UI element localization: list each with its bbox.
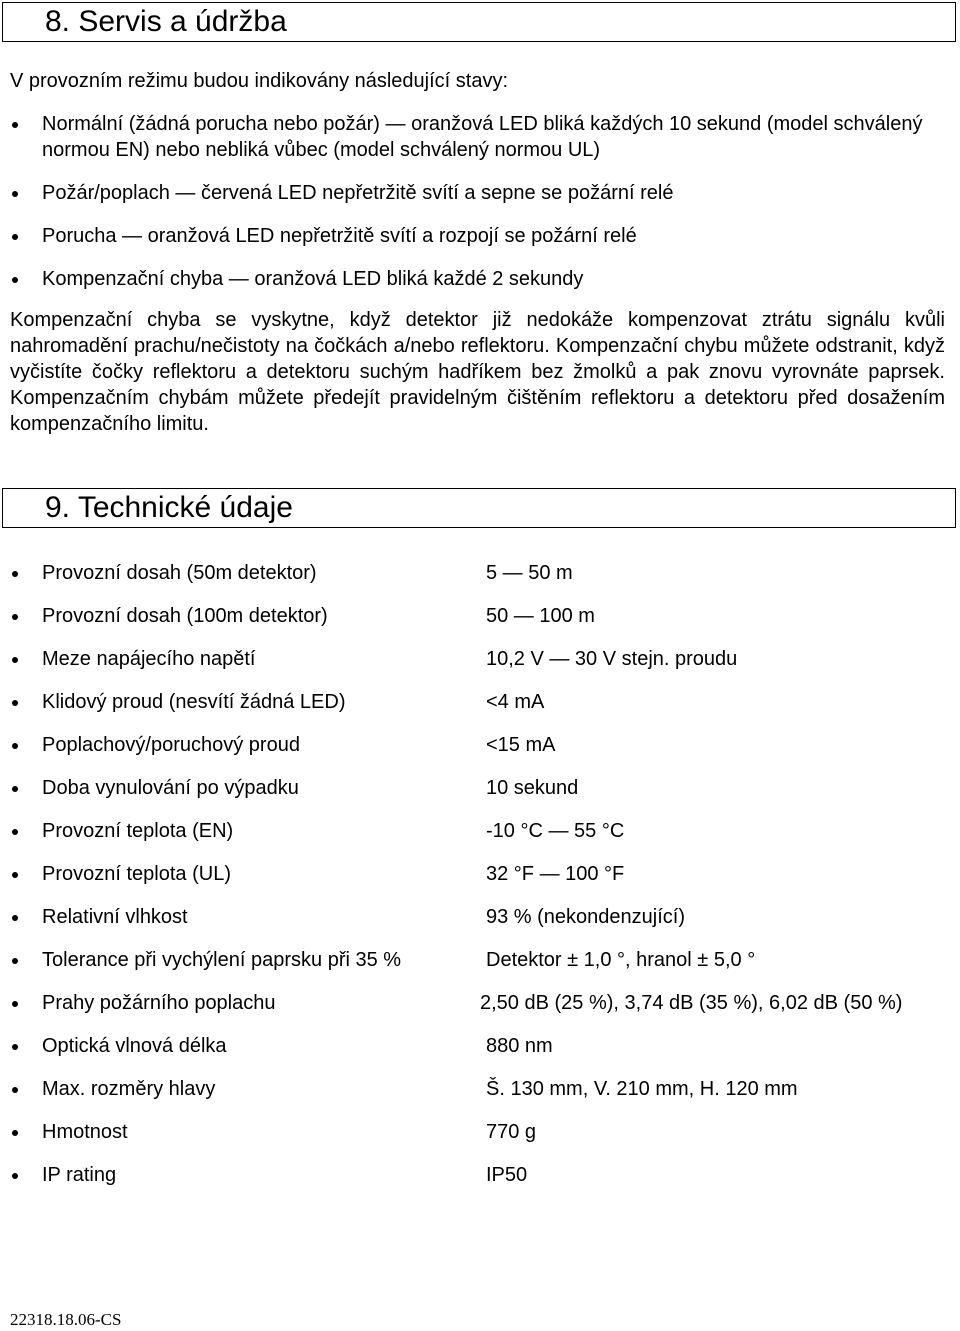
spec-value: <4 mA [486,691,545,713]
spec-value: 32 °F — 100 °F [486,863,625,885]
spec-row [0,732,960,775]
spec-label: Provozní teplota (UL) [42,863,231,885]
bullet-icon [12,915,18,921]
spec-value: 50 — 100 m [486,605,595,627]
spec-row [0,603,960,646]
spec-row [0,861,960,904]
bullet-icon [12,1044,18,1050]
status-list [0,111,947,309]
spec-value: 880 nm [486,1035,553,1057]
bullet-icon [12,1173,18,1179]
spec-value: 2,50 dB (25 %), 3,74 dB (35 %), 6,02 dB (50 %) [480,992,903,1014]
bullet-icon [12,122,18,128]
spec-value: 5 — 50 m [486,562,573,584]
spec-list [0,560,960,1205]
spec-label: Max. rozměry hlavy [42,1078,216,1100]
spec-label: Optická vlnová délka [42,1035,227,1057]
spec-row [0,689,960,732]
section-8-heading [2,2,956,42]
spec-row [0,818,960,861]
spec-label: Provozní dosah (100m detektor) [42,605,328,627]
spec-row [0,947,960,990]
status-item [0,180,947,206]
spec-label: Poplachový/poruchový proud [42,734,300,756]
bullet-icon [12,1087,18,1093]
bullet-icon [12,191,18,197]
bullet-icon [12,657,18,663]
compensation-paragraph: Kompenzační chyba se vyskytne, když detektor již nedokáže kompenzovat ztrátu signálu kvůli nahromadění prachu/nečistoty na čočkách a/nebo reflektoru. Kompenzační chybu můžete odstranit, když vyčistíte čočky reflektoru a detektoru suchým hadříkem bez žmolků a pak znovu vyrovnáte paprsek. Kompenzačním chybám můžete předejít pravidelným čištěním reflektoru a detektoru před dosažením kompenzačního limitu. [10,309,945,435]
bullet-icon [12,1001,18,1007]
spec-row [0,1162,960,1205]
spec-value: 10,2 V — 30 V stejn. proudu [486,648,738,670]
spec-row [0,904,960,947]
status-item [0,223,947,249]
status-text: Porucha — oranžová LED nepřetržitě svítí a rozpojí se požární relé [42,225,637,247]
spec-value: Detektor ± 1,0 °, hranol ± 5,0 ° [486,949,756,971]
spec-label: Provozní teplota (EN) [42,820,234,842]
spec-label: Provozní dosah (50m detektor) [42,562,317,584]
bullet-icon [12,743,18,749]
bullet-icon [12,872,18,878]
spec-label: Tolerance při vychýlení paprsku při 35 % [42,949,402,971]
bullet-icon [12,614,18,620]
section-9-heading [2,488,956,528]
spec-label: Prahy požárního poplachu [42,992,276,1014]
spec-value: <15 mA [486,734,556,756]
spec-value: -10 °C — 55 °C [486,820,625,842]
document-code: 22318.18.06-CS [10,1310,122,1329]
bullet-icon [12,700,18,706]
spec-value: 10 sekund [486,777,579,799]
spec-value: Š. 130 mm, V. 210 mm, H. 120 mm [486,1078,798,1100]
spec-row [0,990,960,1033]
status-text: Normální (žádná porucha nebo požár) — oranžová LED bliká každých 10 sekund (model schválený normou EN) nebo nebliká vůbec (model schválený normou UL) [42,113,923,161]
spec-row [0,560,960,603]
status-item [0,266,947,292]
bullet-icon [12,1130,18,1136]
status-text: Požár/poplach — červená LED nepřetržitě svítí a sepne se požární relé [42,182,674,204]
spec-value: IP50 [486,1164,528,1186]
spec-label: IP rating [42,1164,117,1186]
bullet-icon [12,234,18,240]
bullet-icon [12,829,18,835]
spec-label: Hmotnost [42,1121,128,1143]
bullet-icon [12,786,18,792]
spec-label: Relativní vlhkost [42,906,188,928]
spec-row [0,1119,960,1162]
spec-row [0,1076,960,1119]
states-intro: V provozním režimu budou indikovány následující stavy: [10,70,509,92]
status-item [0,111,947,163]
section-9-title: 9. Technické údaje [45,491,293,524]
spec-row [0,1033,960,1076]
spec-label: Meze napájecího napětí [42,648,256,670]
bullet-icon [12,571,18,577]
bullet-icon [12,277,18,283]
status-text: Kompenzační chyba — oranžová LED bliká každé 2 sekundy [42,268,584,290]
spec-value: 93 % (nekondenzující) [486,906,686,928]
spec-label: Doba vynulování po výpadku [42,777,299,799]
spec-value: 770 g [486,1121,537,1143]
bullet-icon [12,958,18,964]
spec-row [0,775,960,818]
section-8-title: 8. Servis a údržba [45,5,287,38]
spec-label: Klidový proud (nesvítí žádná LED) [42,691,346,713]
spec-row [0,646,960,689]
